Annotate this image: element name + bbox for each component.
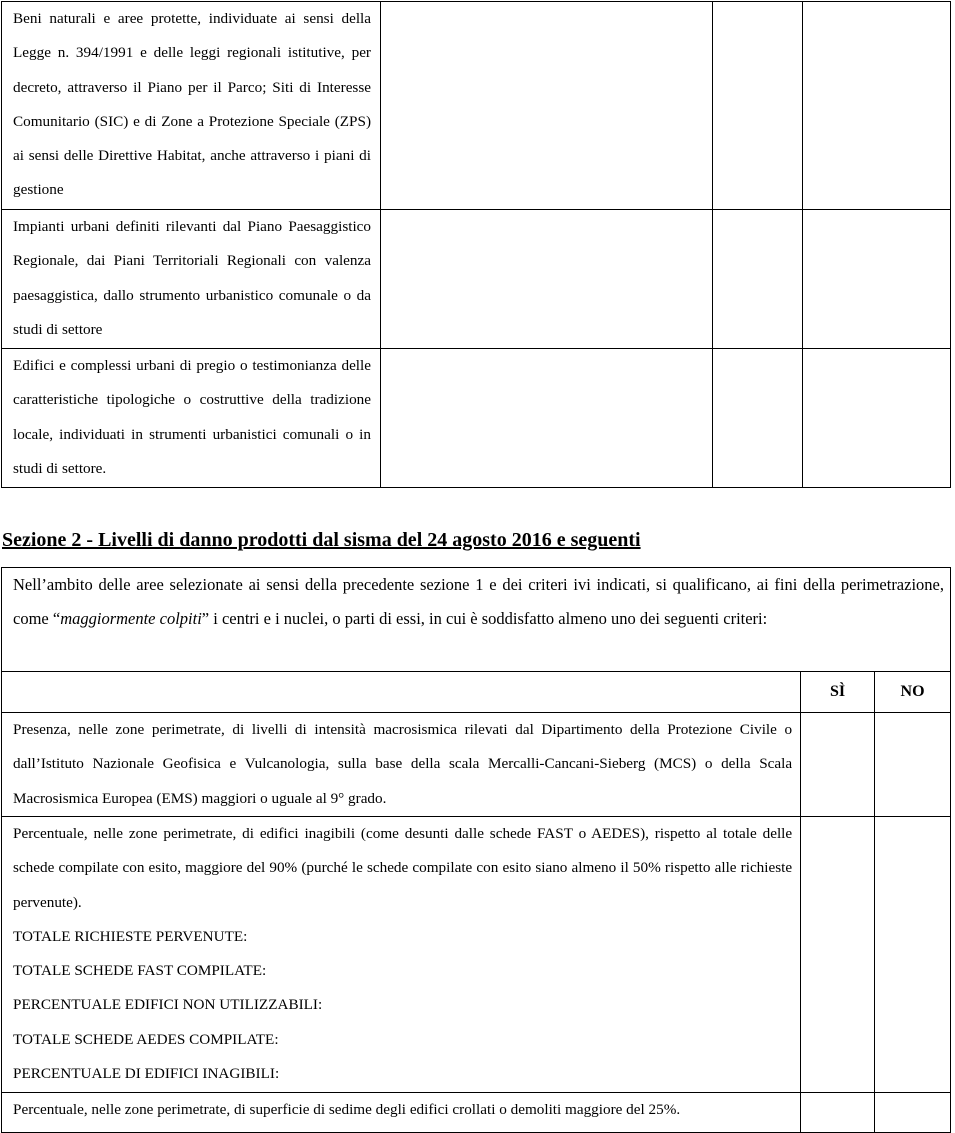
field-label: TOTALE RICHIESTE PERVENUTE:	[13, 927, 248, 945]
no-checkbox-cell[interactable]	[875, 713, 951, 817]
check-cell[interactable]	[713, 2, 803, 210]
section2-title: Sezione 2 - Livelli di danno prodotti dal sisma del 24 agosto 2016 e seguenti	[2, 529, 641, 551]
header-no: NO	[900, 683, 925, 700]
criterion-cell	[2, 713, 801, 817]
header-si: SÌ	[830, 683, 846, 700]
check-cell[interactable]	[713, 210, 803, 349]
intro-after: ” i centri e i nuclei, o parti di essi, in cui è soddisfatto almeno uno dei seguenti criteri:	[201, 609, 768, 629]
check-cell[interactable]	[713, 349, 803, 488]
si-checkbox-cell[interactable]	[801, 1093, 875, 1133]
value-cell[interactable]	[381, 349, 713, 488]
criterion-text: Presenza, nelle zone perimetrate, di livelli di intensità macrosismica rilevati dal Dipartimento della Protezione Civile o dall’Istituto Nazionale Geofisica e Vulcanologia, sulla base della scala Mercalli-Cancani-Sieberg (MCS) o della Scala Macrosismica Europea (EMS) maggiori o uguale al 9° grado.	[13, 721, 793, 807]
criterion-row	[2, 817, 951, 1093]
criterion-text: Beni naturali e aree protette, individuate ai sensi della Legge n. 394/1991 e delle leggi regionali istitutive, per decreto, attraverso il Piano per il Parco; Siti di Interesse Comunitario (SIC) e di Zone a Protezione Speciale (ZPS) ai sensi delle Direttive Habitat, anche attraverso i piani di gestione	[13, 10, 371, 199]
intro-cell	[2, 568, 951, 672]
field-label: PERCENTUALE DI EDIFICI INAGIBILI:	[13, 1065, 280, 1083]
header-si-cell	[801, 672, 875, 713]
header-row	[2, 672, 951, 713]
section1-row	[2, 349, 951, 488]
value-cell[interactable]	[381, 210, 713, 349]
si-checkbox-cell[interactable]	[801, 817, 875, 1093]
intro-italic: maggiormente colpiti	[60, 609, 202, 629]
criterion-cell	[2, 817, 801, 1093]
section1-table	[1, 1, 951, 488]
header-no-cell	[875, 672, 951, 713]
criterion-text: Edifici e complessi urbani di pregio o testimonianza delle caratteristiche tipologiche o costruttive della tradizione locale, individuati in strumenti urbanistici comunali o in studi di settore.	[13, 357, 371, 477]
intro-before: Nell’ambito delle aree selezionate ai sensi della precedente sezione 1 e dei criteri ivi indicati, si qualificano, ai fini della perimetrazione, come “	[13, 575, 944, 629]
section2-table	[1, 567, 951, 1133]
si-checkbox-cell[interactable]	[801, 713, 875, 817]
intro-row	[2, 568, 951, 672]
criterion-row	[2, 713, 951, 817]
field-label: TOTALE SCHEDE AEDES COMPILATE:	[13, 1030, 279, 1048]
no-checkbox-cell[interactable]	[875, 817, 951, 1093]
criterion-cell	[2, 349, 381, 488]
check-cell[interactable]	[803, 2, 951, 210]
check-cell[interactable]	[803, 349, 951, 488]
criterion-text: Percentuale, nelle zone perimetrate, di superficie di sedime degli edifici crollati o demoliti maggiore del 25%.	[13, 1101, 681, 1118]
section1-row	[2, 210, 951, 349]
check-cell[interactable]	[803, 210, 951, 349]
criterion-cell	[2, 210, 381, 349]
header-empty-cell	[2, 672, 801, 713]
value-cell[interactable]	[381, 2, 713, 210]
criterion-row	[2, 1093, 951, 1133]
field-label: TOTALE SCHEDE FAST COMPILATE:	[13, 962, 267, 980]
field-label: PERCENTUALE EDIFICI NON UTILIZZABILI:	[13, 996, 323, 1014]
section1-row	[2, 2, 951, 210]
criterion-cell	[2, 1093, 801, 1133]
no-checkbox-cell[interactable]	[875, 1093, 951, 1133]
criterion-cell	[2, 2, 381, 210]
intro-text	[2, 568, 950, 637]
criterion-text: Impianti urbani definiti rilevanti dal Piano Paesaggistico Regionale, dai Piani Territoriali Regionali con valenza paesaggistica, dallo strumento urbanistico comunale o da studi di settore	[13, 218, 371, 338]
criterion-text: Percentuale, nelle zone perimetrate, di edifici inagibili (come desunti dalle schede FAST o AEDES), rispetto al totale delle schede compilate con esito, maggiore del 90% (purché le schede compilate con esito siano almeno il 50% rispetto alle richieste pervenute).	[13, 825, 793, 911]
